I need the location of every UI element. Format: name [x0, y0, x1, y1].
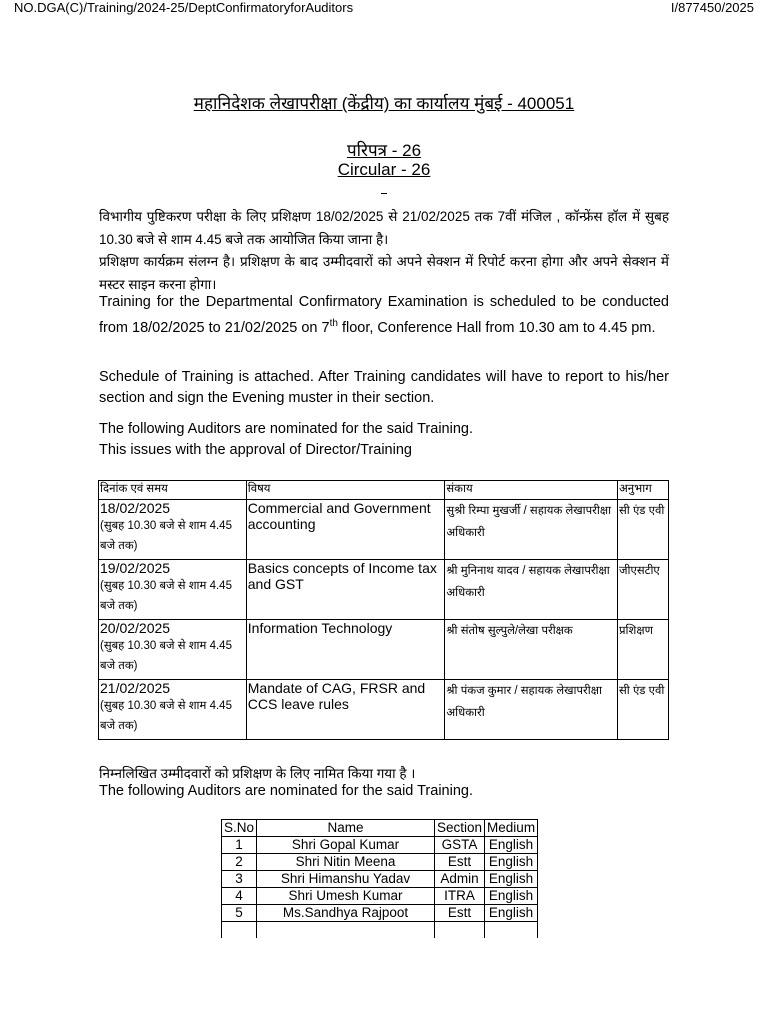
- english-paragraph-1-text: Training for the Departmental Confirmatory Examination is scheduled to be conducted from 18/02/2025 to 21/02/2025 on 7: [99, 294, 669, 336]
- date: 21/02/2025: [100, 680, 171, 696]
- empty-cell: [485, 922, 538, 939]
- table-row: [99, 620, 669, 680]
- date-cell: [99, 680, 247, 740]
- column-header: अनुभाग: [618, 481, 669, 500]
- date-cell: [99, 500, 247, 560]
- column-header: Section: [435, 820, 485, 837]
- faculty-cell: श्री मुनिनाथ यादव / सहायक लेखापरीक्षा अधिकारी: [445, 560, 618, 620]
- serial-cell: 2: [222, 854, 257, 871]
- table-row: [222, 871, 538, 888]
- circular-title-hindi: परिपत्र - 26: [346, 141, 422, 160]
- hindi-paragraph-1: विभागीय पुष्टिकरण परीक्षा के लिए प्रशिक्षण 18/02/2025 से 21/02/2025 तक 7वीं मंजिल , कॉन्फ्रेंस हॉल में सुबह 10.30 बजे से शाम 4.45 बजे तक आयोजित किया जाना है।: [99, 209, 669, 247]
- serial-cell: 3: [222, 871, 257, 888]
- date: 18/02/2025: [100, 500, 171, 516]
- hindi-paragraph-2: प्रशिक्षण कार्यक्रम संलग्न है। प्रशिक्षण के बाद उम्मीदवारों को अपने सेक्शन में रिपोर्ट करना होगा और अपने सेक्शन में मस्टर साइन करना होगा।: [99, 254, 669, 292]
- training-schedule-table: [98, 480, 669, 740]
- section-cell: सी एंड एवी: [618, 500, 669, 560]
- section-cell: जीएसटीए: [618, 560, 669, 620]
- name-cell: Ms.Sandhya Rajpoot: [257, 905, 435, 922]
- nominated-english: The following Auditors are nominated for the said Training.: [99, 783, 473, 799]
- section-cell: Estt: [435, 854, 485, 871]
- empty-cell: [435, 922, 485, 939]
- medium-cell: English: [485, 905, 538, 922]
- column-header: Medium: [485, 820, 538, 837]
- date: 19/02/2025: [100, 560, 171, 576]
- faculty-cell: श्री पंकज कुमार / सहायक लेखापरीक्षा अधिकारी: [445, 680, 618, 740]
- faculty-cell: सुश्री रिम्पा मुखर्जी / सहायक लेखापरीक्षा अधिकारी: [445, 500, 618, 560]
- section-cell: GSTA: [435, 837, 485, 854]
- serial-cell: 5: [222, 905, 257, 922]
- table-header-row: [99, 481, 669, 500]
- date-cell: [99, 560, 247, 620]
- column-header: विषय: [246, 481, 445, 500]
- time: (सुबह 10.30 बजे से शाम 4.45 बजे तक): [100, 520, 232, 552]
- subject-cell: Basics concepts of Income tax and GST: [246, 560, 445, 620]
- document-id: I/877450/2025: [670, 0, 754, 15]
- name-cell: Shri Nitin Meena: [257, 854, 435, 871]
- english-paragraph-3: [99, 419, 669, 461]
- medium-cell: English: [485, 871, 538, 888]
- circular-title-english: Circular - 26: [337, 160, 431, 179]
- table-row: [222, 888, 538, 905]
- name-cell: Shri Gopal Kumar: [257, 837, 435, 854]
- table-row: [99, 680, 669, 740]
- subject-cell: Commercial and Government accounting: [246, 500, 445, 560]
- table-row: [222, 854, 538, 871]
- divider-mark: [381, 193, 387, 194]
- column-header: संकाय: [445, 481, 618, 500]
- name-cell: Shri Himanshu Yadav: [257, 871, 435, 888]
- table-row: [99, 560, 669, 620]
- empty-cell: [222, 922, 257, 939]
- serial-cell: 1: [222, 837, 257, 854]
- name-cell: Shri Umesh Kumar: [257, 888, 435, 905]
- table-row: [99, 500, 669, 560]
- medium-cell: English: [485, 888, 538, 905]
- english-paragraph-1-text-end: floor, Conference Hall from 10.30 am to 4.45 pm.: [337, 319, 656, 336]
- time: (सुबह 10.30 बजे से शाम 4.45 बजे तक): [100, 700, 232, 732]
- column-header: Name: [257, 820, 435, 837]
- office-title: महानिदेशक लेखापरीक्षा (केंद्रीय) का कार्यालय मुंबई - 400051: [193, 94, 575, 113]
- column-header: दिनांक एवं समय: [99, 481, 247, 500]
- section-cell: Estt: [435, 905, 485, 922]
- approval-line: This issues with the approval of Director/Training: [99, 442, 412, 458]
- ordinal-suffix: th: [329, 318, 338, 329]
- section-cell: प्रशिक्षण: [618, 620, 669, 680]
- table-row: [222, 905, 538, 922]
- date: 20/02/2025: [100, 620, 171, 636]
- subject-cell: Information Technology: [246, 620, 445, 680]
- english-paragraph-2: Schedule of Training is attached. After Training candidates will have to report to his/her section and sign the Evening muster in their section.: [99, 369, 669, 406]
- empty-cell: [257, 922, 435, 939]
- nominated-hindi: निम्नलिखित उम्मीदवारों को प्रशिक्षण के लिए नामित किया गया है ।: [99, 766, 416, 781]
- section-cell: सी एंड एवी: [618, 680, 669, 740]
- date-cell: [99, 620, 247, 680]
- faculty-cell: श्री संतोष सुल्पुले/लेखा परीक्षक: [445, 620, 618, 680]
- column-header: S.No: [222, 820, 257, 837]
- table-row: [222, 837, 538, 854]
- candidates-table: [221, 819, 538, 938]
- table-header-row: [222, 820, 538, 837]
- serial-cell: 4: [222, 888, 257, 905]
- time: (सुबह 10.30 बजे से शाम 4.45 बजे तक): [100, 640, 232, 672]
- section-cell: Admin: [435, 871, 485, 888]
- english-paragraph-1: [99, 292, 669, 339]
- empty-table-row: [222, 922, 538, 939]
- subject-cell: Mandate of CAG, FRSR and CCS leave rules: [246, 680, 445, 740]
- nomination-line: The following Auditors are nominated for the said Training.: [99, 421, 473, 437]
- section-cell: ITRA: [435, 888, 485, 905]
- file-reference-number: NO.DGA(C)/Training/2024-25/DeptConfirmatoryforAuditors: [14, 0, 354, 15]
- medium-cell: English: [485, 854, 538, 871]
- medium-cell: English: [485, 837, 538, 854]
- time: (सुबह 10.30 बजे से शाम 4.45 बजे तक): [100, 580, 232, 612]
